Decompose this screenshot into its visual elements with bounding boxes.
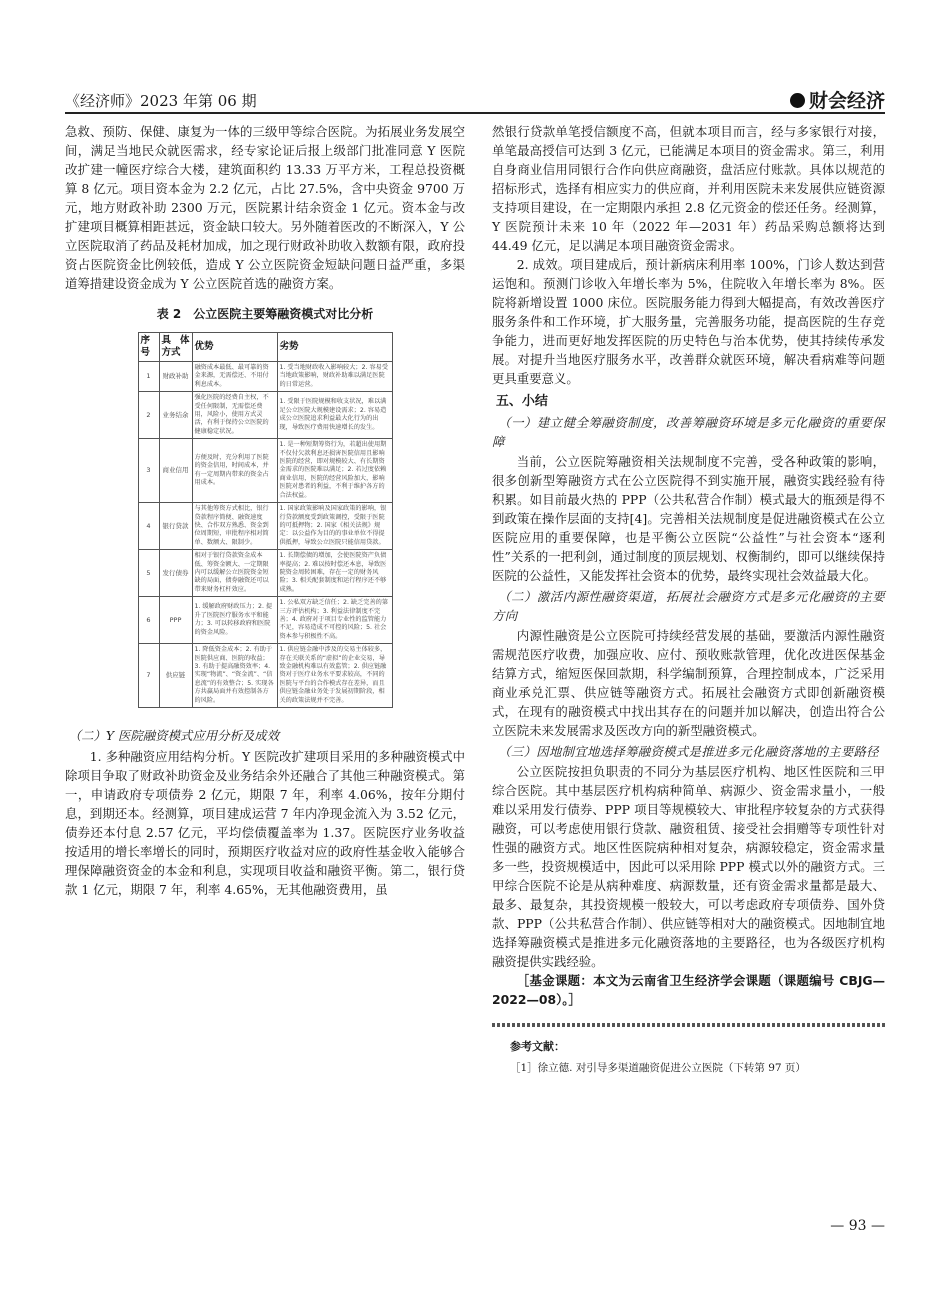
financing-modes-table bbox=[138, 332, 393, 708]
left-column bbox=[65, 122, 465, 899]
fund-note: ［基金课题：本文为云南省卫生经济学会课题（课题编号 CBJG—2022—08）。］ bbox=[492, 973, 885, 1007]
header-rule bbox=[65, 112, 885, 114]
row-disadvantage: 1. 公私双方缺乏信任；2. 缺乏完善的第三方评估机构；3. 利益法律制度不完善；4. 政府对于项目专业性的监管能力不足，容易造成不可控的风险；5. 社会资本参与积极性不高。 bbox=[277, 597, 392, 644]
page-number: — 93 — bbox=[830, 1218, 885, 1234]
row-mode-name: 财政补助 bbox=[159, 362, 192, 392]
table-title: 表 2 公立医院主要筹融资模式对比分析 bbox=[156, 307, 374, 321]
page-header bbox=[65, 82, 885, 116]
table-row bbox=[138, 362, 392, 392]
row-advantage: 融资成本最低、最可靠的资金来源，无需偿还、不用付利息成本。 bbox=[192, 362, 277, 392]
section-label: 财会经济 bbox=[790, 86, 885, 113]
table-row bbox=[138, 550, 392, 597]
th-dis: 劣势 bbox=[277, 333, 392, 362]
left-para-1: 急救、预防、保健、康复为一体的三级甲等综合医院。为拓展业务发展空间，满足当地民众就医需求，经专家论证后报上级部门批准同意 Y 医院改扩建一幢医疗综合大楼，建筑面积约 13.33 万平方米，工程总投资概算 8 亿元。项目资本金为 2.2 亿元，占比 27.5%，含中央资金 9700 万元，地方财政补助 2300 万元，医院累计结余资金 1 亿元。资本金与改扩建项目概算相距甚远，资金缺口较大。另外随着医改的不断深入，Y 公立医院取消了药品及耗材加成，加之现行财政补助收入数额有限，政府投资占医院资金比例较低，造成 Y 公立医院资金短缺问题日益严重，多渠道筹措建设资金成为 Y 公立医院首选的融资方案。 bbox=[65, 124, 465, 291]
row-number: 2 bbox=[138, 392, 159, 439]
row-mode-name: 商业信用 bbox=[159, 439, 192, 503]
subsection-title: （二）Y 医院融资模式应用分析及成效 bbox=[68, 728, 280, 744]
row-disadvantage: 1. 受限于医院规模和收支状况，难以满足公立医院大规模建设需求；2. 容易造成公立医院追求利益最大化行为的出现，导致医疗费用快速增长的发生。 bbox=[277, 392, 392, 439]
sub3-title: （三）因地制宜地选择筹融资模式是推进多元化融资落地的主要路径 bbox=[498, 744, 879, 759]
row-disadvantage: 1. 供应链金融中涉及的交易主体较多，存在关联关系的“虚拟”的企业交易，导致金融机构难以有效监管；2. 供应链融资对于医疗业务水平要求较高，不同的医院与平台的合作模式存在差异，而且供应链金融业务处于发展初期阶段，相关的政策法规并不完善。 bbox=[277, 644, 392, 708]
row-number: 3 bbox=[138, 439, 159, 503]
reference-item: ［1］徐立德. 对引导多渠道融资促进公立医院（下转第 97 页） bbox=[510, 1062, 806, 1074]
row-mode-name: 银行贷款 bbox=[159, 503, 192, 550]
journal-issue: 《经济师》2023 年第 06 期 bbox=[65, 92, 257, 110]
section-5-heading: 五、小结 bbox=[495, 394, 548, 409]
references-title: 参考文献： bbox=[510, 1040, 565, 1053]
table-row bbox=[138, 439, 392, 503]
row-disadvantage: 1. 长期偿债的增加，会使医院资产负债率提高；2. 难以按时偿还本息，导致医院资金周转困难，存在一定的财务风险；3. 相关配套制度和运行程序还不够成熟。 bbox=[277, 550, 392, 597]
table-row bbox=[138, 597, 392, 644]
row-disadvantage: 1. 国家政策影响及国家政策的影响，银行贷款额度受到政策调控，受限于医院的可抵押物；2. 国家《相关法规》规定：以公益作为目的的事业单位不得提供抵押，导致公立医院只能信用贷款。 bbox=[277, 503, 392, 550]
row-advantage: 方便及时，充分利用了医院的资金信用，时间成本，并有一定周期内带来的资金占用成本。 bbox=[192, 439, 277, 503]
row-number: 6 bbox=[138, 597, 159, 644]
table-row bbox=[138, 644, 392, 708]
sub1-title: （一）建立健全筹融资制度，改善筹融资环境是多元化融资的重要保障 bbox=[492, 415, 885, 449]
row-advantage: 相对于银行贷款资金成本低、筹资金额大、一定期限内可以缓解公立医院资金短缺的局面，债券融资还可以带来财务杠杆效应。 bbox=[192, 550, 277, 597]
table-row bbox=[138, 392, 392, 439]
th-adv: 优势 bbox=[192, 333, 277, 362]
row-number: 7 bbox=[138, 644, 159, 708]
sub2-para: 内源性融资是公立医院可持续经营发展的基础，要激活内源性融资需规范医疗收费，加强应收、应付、预收账款管理，优化改进医保基金结算方式，缩短医保回款期，科学编制预算，合理控制成本，广泛采用商业承兑汇票、供应链等融资方式。拓展社会融资方式即创新融资模式，在现有的融资模式中找出其存在的问题并加以解决，创造出符合公立医院未来发展需求及医改方向的新型融资模式。 bbox=[492, 628, 885, 738]
row-number: 5 bbox=[138, 550, 159, 597]
left-para-2: 1. 多种融资应用结构分析。Y 医院改扩建项目采用的多种融资模式中除项目争取了财政补助资金及业务结余外还融合了其他三种融资模式。第一，申请政府专项债券 2 亿元，期限 7 年，利率 4.06%，按年分期付息，到期还本。经测算，项目建成运营 7 年内净现金流入为 3.52 亿元，债券还本付息 2.57 亿元，平均偿债覆盖率为 1.37。医院医疗业务收益按适用的增长率增长的同时，预期医疗收益对应的政府性基金收入能够合理保障融资资金的本金和利息，实现项目收益和融资平衡。第二，银行贷款 1 亿元，期限 7 年，利率 4.65%，无其他融资费用，虽 bbox=[65, 749, 465, 898]
right-para-1: 然银行贷款单笔授信额度不高，但就本项目而言，经与多家银行对接，单笔最高授信可达到 3 亿元，已能满足本项目的资金需求。第三，利用自身商业信用同银行合作向供应商融资，盘活应付账款。具体以规范的招标形式，选择有相应实力的供应商，并利用医院未来发展供应链资源支持项目建设，在一定期限内承担 2.8 亿元资金的偿还任务。经测算，Y 医院预计未来 10 年（2022 年—2031 年）药品采购总额将达到 44.49 亿元，足以满足本项目融资资金需求。 bbox=[492, 124, 885, 253]
right-para-2: 2. 成效。项目建成后，预计新病床利用率 100%，门诊人数达到营运饱和。预测门诊收入年增长率为 5%，住院收入年增长率为 8%。医院将新增设置 1000 床位。医院服务能力得到大幅提高，有效改善医疗服务条件和工作环境，扩大服务量，完善服务功能，提高医院的生存竞争能力，进而更好地发挥医院的历史特色与治本优势，使其持续传承发展。对提升当地医疗服务水平，改善群众就医环境，解决看病难等问题更具重要意义。 bbox=[492, 257, 885, 386]
row-mode-name: 发行债券 bbox=[159, 550, 192, 597]
wavy-divider bbox=[492, 1023, 885, 1027]
right-column bbox=[492, 122, 885, 1076]
sub3-para: 公立医院按担负职责的不同分为基层医疗机构、地区性医院和三甲综合医院。其中基层医疗机构病种简单、病源少、资金需求量小，一般难以采用发行债券、PPP 项目等规模较大、审批程序较复杂的方式获得融资，可以考虑使用银行贷款、融资租赁、接受社会捐赠等专项性针对性强的融资方式。地区性医院病种相对复杂，病源较稳定，资金需求量多一些，投资规模适中，因此可以采用除 PPP 模式以外的融资方式。三甲综合医院不论是从病种难度、病源数量，还有资金需求量都是最大、最多、最复杂，其投资规模一般较大，可以考虑政府专项债券、国外贷款、PPP（公共私营合作制）、供应链等相对大的融资模式。因地制宜地选择筹融资模式是推进多元化融资落地的主要路径，也为各级医疗机构融资提供实践经验。 bbox=[492, 764, 885, 969]
row-mode-name: PPP bbox=[159, 597, 192, 644]
table-header-row bbox=[138, 333, 392, 362]
row-number: 4 bbox=[138, 503, 159, 550]
row-mode-name: 供应链 bbox=[159, 644, 192, 708]
th-name: 具体方式 bbox=[159, 333, 192, 362]
sub2-title: （二）激活内源性融资渠道，拓展社会融资方式是多元化融资的主要方向 bbox=[492, 589, 885, 623]
bullet-dot-icon bbox=[790, 93, 805, 108]
row-number: 1 bbox=[138, 362, 159, 392]
row-advantage: 强化医院的经费自主权，不受任何限制，无需偿还费用，风险小，使用方式灵活，有利于保持公立医院的健康稳定状况。 bbox=[192, 392, 277, 439]
row-mode-name: 业务结余 bbox=[159, 392, 192, 439]
row-advantage: 1. 缓解政府财政压力；2. 提升了医院医疗服务水平和能力；3. 可以转移政府和医院的资金风险。 bbox=[192, 597, 277, 644]
table-body bbox=[138, 362, 392, 708]
row-advantage: 1. 降低资金成本；2. 有助于医院供应商、医院的收益；3. 有助于提高融资效率；4. 实现“物流”、“资金流”、“信息流”的有效整合；5. 实现各方共赢局面并有效控制各方的风险。 bbox=[192, 644, 277, 708]
row-advantage: 与其他筹资方式相比，银行贷款程序简便、融资速度快、合作双方熟悉、资金到位周期短，审批程序相对简单、数额大、限制少。 bbox=[192, 503, 277, 550]
table-row bbox=[138, 503, 392, 550]
row-disadvantage: 1. 是一种短期筹资行为，若超出使用期不仅付欠款利息还损害医院信用且影响医院的经营，即对规模较大、有长期资金需求的医院难以满足；2. 若过度依赖商业信用，医院的经营风险加大，影响医院对患者的利益，不利于维护各方的合法权益。 bbox=[277, 439, 392, 503]
row-disadvantage: 1. 受当地财政收入影响较大；2. 容易受当地政策影响，财政补助难以满足医院的日常运营。 bbox=[277, 362, 392, 392]
th-no: 序号 bbox=[138, 333, 159, 362]
sub1-para: 当前，公立医院筹融资相关法规制度不完善，受各种政策的影响，很多创新型筹融资方式在公立医院得不到实施开展，融资实践经验有待积累。如目前最火热的 PPP（公共私营合作制）模式最大的瓶颈是得不到政策在操作层面的支持[4]。完善相关法规制度是促进融资模式在公立医院应用的重要保障，也是平衡公立医院“公益性”与社会资本“逐利性”关系的一把利剑，通过制度的顶层规划、权衡制约，即可以继续保持医院的公益性，又能发挥社会资本的优势，最终实现社会效益最大化。 bbox=[492, 454, 885, 583]
